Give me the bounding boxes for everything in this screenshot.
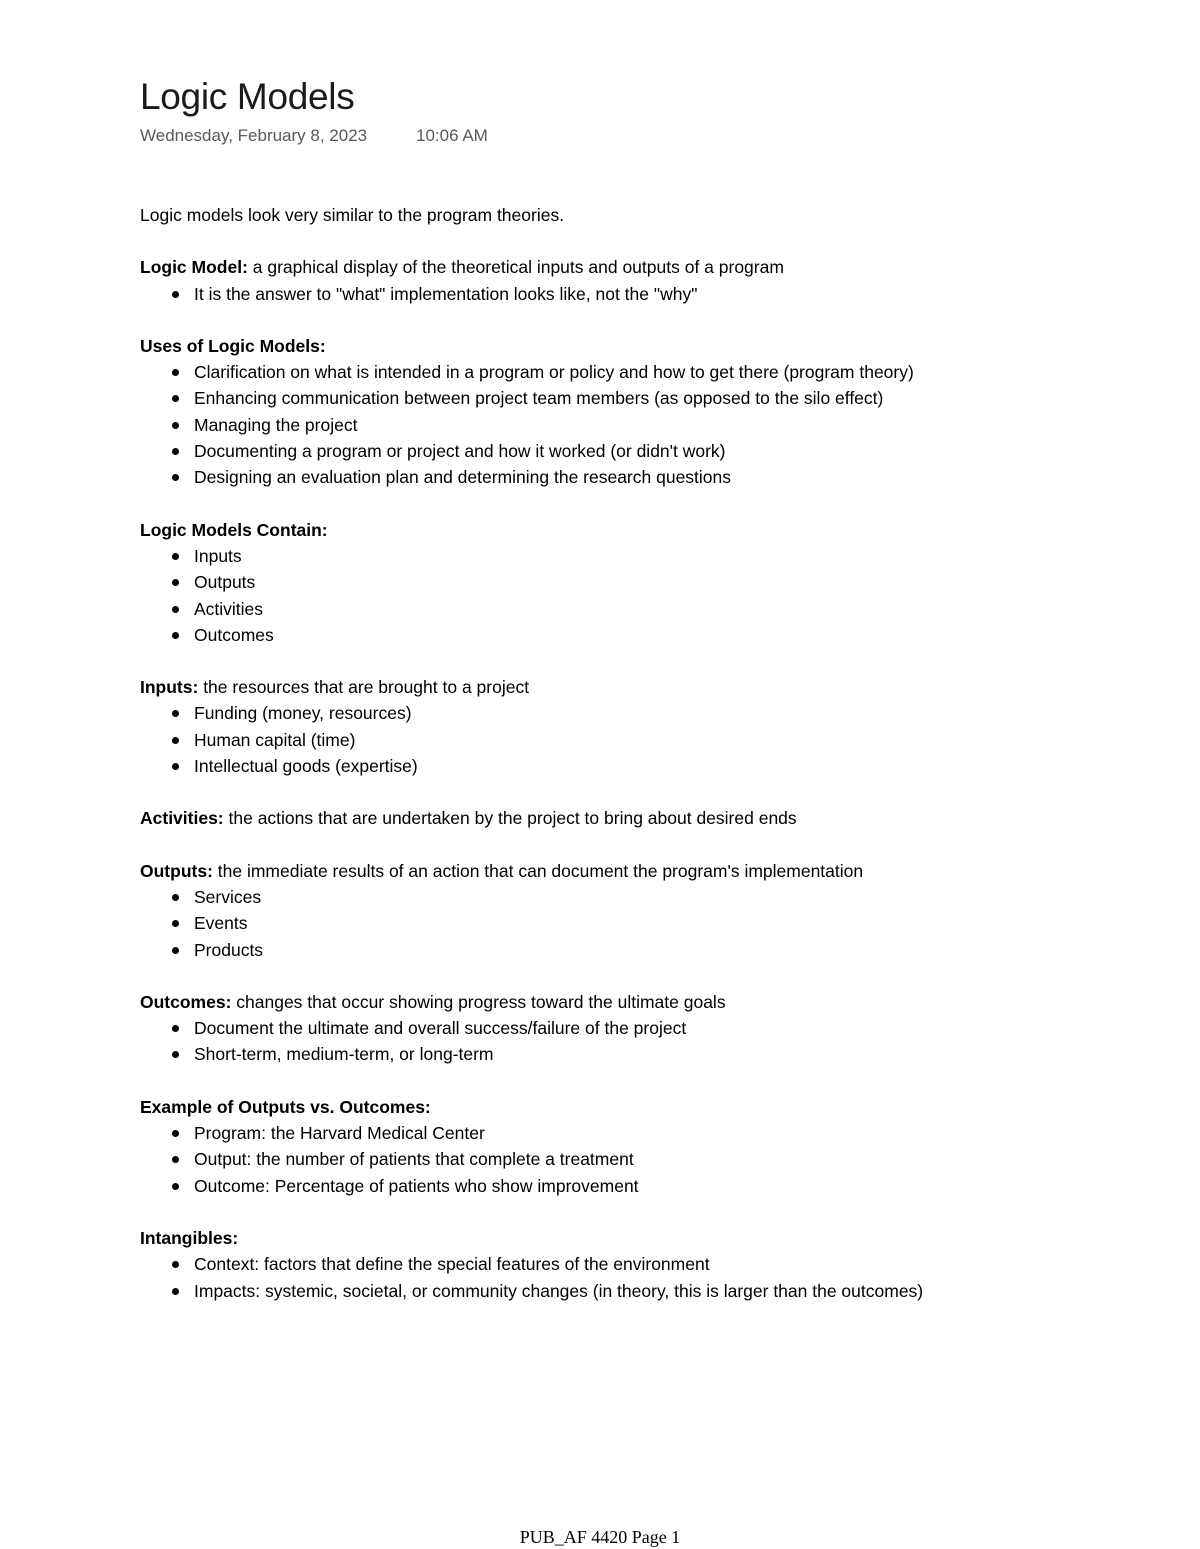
bullet-item xyxy=(140,884,1100,910)
note-body xyxy=(140,202,1100,1304)
bullet-dot-icon xyxy=(172,291,179,298)
bullet-dot-icon xyxy=(172,1288,179,1295)
bullet-text: Events xyxy=(194,913,248,934)
section-label: Example of Outputs vs. Outcomes: xyxy=(140,1096,431,1117)
bullet-dot-icon xyxy=(172,1156,179,1163)
page-meta xyxy=(140,124,1100,148)
bullet-text: Clarification on what is intended in a program or policy and how to get there (program theory) xyxy=(194,362,914,383)
bullet-text: Output: the number of patients that complete a treatment xyxy=(194,1149,634,1170)
section-intangibles xyxy=(140,1225,1100,1304)
bullet-text: Designing an evaluation plan and determining the research questions xyxy=(194,467,732,488)
bullet-dot-icon xyxy=(172,737,179,744)
bullet-dot-icon xyxy=(172,369,179,376)
bullet-dot-icon xyxy=(172,920,179,927)
bullet-text: Services xyxy=(194,886,262,907)
section-label: Intangibles: xyxy=(140,1227,239,1248)
bullet-item xyxy=(140,1120,1100,1146)
section-definition: changes that occur showing progress toward the ultimate goals xyxy=(231,991,726,1012)
bullet-list xyxy=(140,700,1100,779)
bullet-dot-icon xyxy=(172,448,179,455)
section-heading xyxy=(140,517,1100,543)
bullet-text: It is the answer to "what" implementation looks like, not the "why" xyxy=(194,283,698,304)
bullet-item xyxy=(140,438,1100,464)
section-heading xyxy=(140,254,1100,280)
bullet-dot-icon xyxy=(172,474,179,481)
bullet-dot-icon xyxy=(172,710,179,717)
bullet-text: Short-term, medium-term, or long-term xyxy=(194,1044,494,1065)
section-outcomes xyxy=(140,989,1100,1068)
bullet-item xyxy=(140,1041,1100,1067)
bullet-item xyxy=(140,385,1100,411)
section-definition: the resources that are brought to a project xyxy=(198,677,530,698)
section-logic-model xyxy=(140,254,1100,307)
bullet-item xyxy=(140,910,1100,936)
bullet-item xyxy=(140,1278,1100,1304)
intro-section xyxy=(140,202,1100,228)
bullet-dot-icon xyxy=(172,763,179,770)
bullet-list xyxy=(140,543,1100,648)
bullet-list xyxy=(140,1120,1100,1199)
section-label: Logic Model: xyxy=(140,257,248,278)
section-outputs xyxy=(140,858,1100,963)
bullet-text: Outcomes xyxy=(194,624,274,645)
section-heading xyxy=(140,674,1100,700)
intro-paragraph: Logic models look very similar to the program theories. xyxy=(140,205,565,225)
bullet-dot-icon xyxy=(172,395,179,402)
section-contain xyxy=(140,517,1100,648)
bullet-text: Products xyxy=(194,939,264,960)
page-footer: PUB_AF 4420 Page 1 xyxy=(519,1527,681,1547)
bullet-text: Activities xyxy=(194,598,264,619)
bullet-text: Inputs xyxy=(194,545,242,566)
section-heading xyxy=(140,1094,1100,1120)
section-activities xyxy=(140,805,1100,831)
bullet-dot-icon xyxy=(172,579,179,586)
section-label: Activities: xyxy=(140,808,224,829)
section-label: Outputs: xyxy=(140,860,213,881)
section-label: Logic Models Contain: xyxy=(140,519,328,540)
bullet-text: Document the ultimate and overall success/failure of the project xyxy=(194,1018,687,1039)
bullet-text: Context: factors that define the special features of the environment xyxy=(194,1254,710,1275)
bullet-dot-icon xyxy=(172,632,179,639)
bullet-dot-icon xyxy=(172,947,179,954)
bullet-item xyxy=(140,596,1100,622)
bullet-dot-icon xyxy=(172,1183,179,1190)
bullet-text: Documenting a program or project and how it worked (or didn't work) xyxy=(194,441,726,462)
section-inputs xyxy=(140,674,1100,779)
bullet-dot-icon xyxy=(172,1130,179,1137)
bullet-dot-icon xyxy=(172,553,179,560)
bullet-list xyxy=(140,1251,1100,1304)
section-heading xyxy=(140,1225,1100,1251)
bullet-item xyxy=(140,727,1100,753)
bullet-item xyxy=(140,1173,1100,1199)
bullet-text: Funding (money, resources) xyxy=(194,703,412,724)
section-definition: a graphical display of the theoretical inputs and outputs of a program xyxy=(247,257,784,278)
bullet-item xyxy=(140,1251,1100,1277)
bullet-item xyxy=(140,937,1100,963)
bullet-item xyxy=(140,753,1100,779)
bullet-text: Program: the Harvard Medical Center xyxy=(194,1123,485,1144)
section-heading xyxy=(140,333,1100,359)
section-label: Uses of Logic Models: xyxy=(140,335,326,356)
bullet-item xyxy=(140,281,1100,307)
page-date: Wednesday, February 8, 2023 xyxy=(140,126,368,145)
bullet-dot-icon xyxy=(172,894,179,901)
bullet-dot-icon xyxy=(172,1025,179,1032)
bullet-item xyxy=(140,543,1100,569)
section-label: Inputs: xyxy=(140,677,199,698)
bullet-list xyxy=(140,1015,1100,1068)
bullet-list xyxy=(140,281,1100,307)
bullet-text: Impacts: systemic, societal, or community changes (in theory, this is larger than the outcomes) xyxy=(194,1280,924,1301)
bullet-item xyxy=(140,622,1100,648)
section-uses xyxy=(140,333,1100,491)
bullet-dot-icon xyxy=(172,1261,179,1268)
section-heading xyxy=(140,858,1100,884)
bullet-list xyxy=(140,884,1100,963)
document-page xyxy=(140,74,1100,1304)
section-definition: the actions that are undertaken by the project to bring about desired ends xyxy=(223,808,797,829)
bullet-dot-icon xyxy=(172,1051,179,1058)
bullet-item xyxy=(140,1015,1100,1041)
bullet-text: Outcome: Percentage of patients who show improvement xyxy=(194,1175,639,1196)
bullet-item xyxy=(140,569,1100,595)
bullet-item xyxy=(140,412,1100,438)
bullet-dot-icon xyxy=(172,606,179,613)
bullet-item xyxy=(140,464,1100,490)
section-example xyxy=(140,1094,1100,1199)
bullet-item xyxy=(140,700,1100,726)
bullet-list xyxy=(140,359,1100,490)
bullet-text: Enhancing communication between project team members (as opposed to the silo effect) xyxy=(194,388,884,409)
page-title: Logic Models xyxy=(140,76,355,117)
bullet-item xyxy=(140,1146,1100,1172)
bullet-item xyxy=(140,359,1100,385)
section-label: Outcomes: xyxy=(140,991,232,1012)
bullet-dot-icon xyxy=(172,422,179,429)
section-definition: the immediate results of an action that can document the program's implementation xyxy=(212,860,864,881)
page-time: 10:06 AM xyxy=(416,126,488,145)
section-heading xyxy=(140,989,1100,1015)
bullet-text: Managing the project xyxy=(194,414,358,435)
bullet-text: Human capital (time) xyxy=(194,729,356,750)
section-heading xyxy=(140,805,1100,831)
bullet-text: Outputs xyxy=(194,572,256,593)
bullet-text: Intellectual goods (expertise) xyxy=(194,756,418,777)
